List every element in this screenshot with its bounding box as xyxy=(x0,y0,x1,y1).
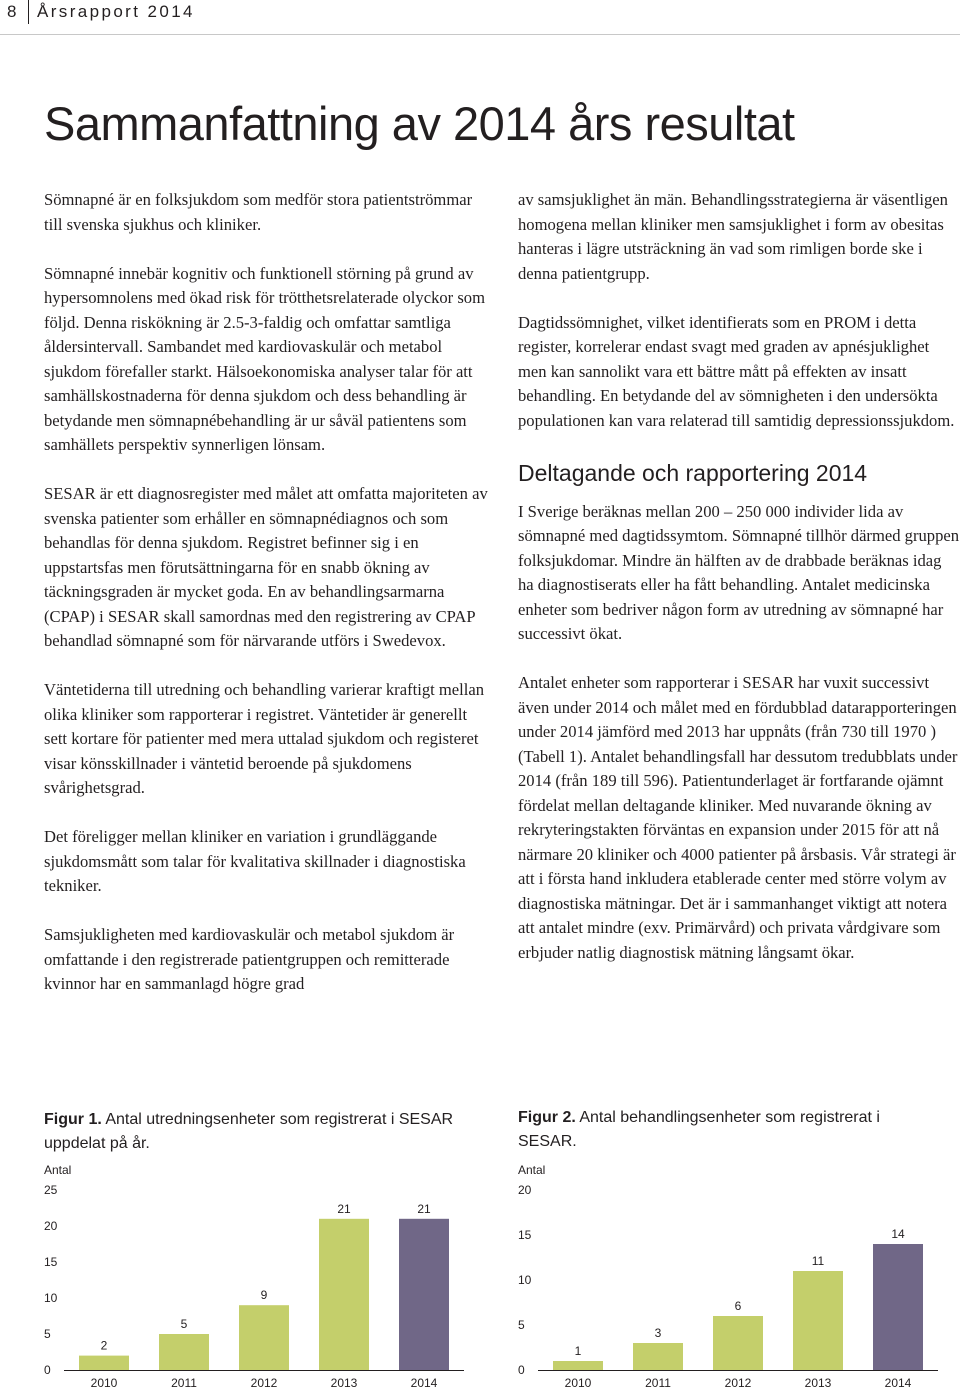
fig1-x-tick-label: 2010 xyxy=(90,1376,118,1390)
fig2-ytick-label: 0 xyxy=(518,1363,525,1377)
fig2-bar xyxy=(633,1343,683,1370)
fig1-ytick-label: 15 xyxy=(44,1255,58,1269)
fig1-x-tick-label: 2012 xyxy=(250,1376,278,1390)
fig2-bar xyxy=(553,1361,603,1370)
header-separator xyxy=(28,0,29,24)
fig1-data-label: 5 xyxy=(180,1317,188,1331)
fig2-x-tick-label: 2012 xyxy=(724,1376,752,1390)
fig1-bar xyxy=(159,1334,209,1370)
fig1-ylabel: Antal xyxy=(44,1163,72,1177)
fig1-x-tick-label: 2014 xyxy=(410,1376,438,1390)
fig1-data-label: 9 xyxy=(260,1288,268,1303)
fig2-bar xyxy=(793,1271,843,1370)
running-header xyxy=(0,0,960,32)
figure-2-caption xyxy=(518,1106,938,1154)
paragraph: av samsjuklighet än män. Behandlingsstrategierna är väsentligen homogena mellan kliniker men samsjuklighet i form av obesitas hanteras i lägre utsträckning än vad som rimligen borde ske i denna patientgrupp. xyxy=(518,190,948,283)
figure-2-caption-text: Antal behandlingsenheter som registrerat i SESAR. xyxy=(518,1109,880,1150)
fig2-x-tick-label: 2013 xyxy=(804,1376,832,1390)
running-title: Årsrapport 2014 xyxy=(37,2,195,21)
left-column xyxy=(44,188,488,1021)
paragraph: I Sverige beräknas mellan 200 – 250 000 individer lida av sömnapné med dagtidssymtom. Sömnapné tillhör därmed gruppen folksjukdomar. Mindre än hälften av de drabbade beräknas idag ha diagnostiserats eller ha fått behandling. Antalet medicinska enheter som bedriver någon form av utredning av sömnapné har successivt ökat. xyxy=(518,501,960,643)
fig2-ytick-label: 10 xyxy=(518,1273,532,1287)
fig1-ytick-label: 0 xyxy=(44,1363,51,1377)
fig1-data-label: 2 xyxy=(100,1338,108,1353)
fig2-ylabel: Antal xyxy=(518,1163,546,1177)
fig2-data-label: 11 xyxy=(811,1254,825,1268)
figure-1-caption xyxy=(44,1108,464,1156)
fig1-x-tick-label: 2013 xyxy=(330,1376,358,1390)
page-title: Sammanfattning av 2014 års resultat xyxy=(44,97,795,150)
paragraph: SESAR är ett diagnosregister med målet att omfatta majoriteten av svenska patienter som erhåller en sömnapnédiagnos och som behandlas för denna sjukdom. Registret befinner sig i en uppstartsfas men förutsättningarna för en snabb ökning av täckningsgraden är mycket goda. En av behandlingsarmarna (CPAP) i SESAR skall samordnas med den registrering av CPAP behandlad sömnapné som för närvarande utförs i Swedevox. xyxy=(44,484,488,650)
paragraph: Det föreligger mellan kliniker en variation i grundläggande sjukdomsmått som talar för kvalitativa skillnader i diagnostiska tekniker. xyxy=(44,827,466,895)
fig1-data-label: 21 xyxy=(417,1201,431,1216)
right-column xyxy=(518,188,960,990)
fig1-ytick-label: 10 xyxy=(44,1291,58,1305)
figure-1-caption-text: Antal utredningsenheter som registrerat i SESAR uppdelat på år. xyxy=(44,1111,454,1152)
fig2-data-label: 6 xyxy=(734,1299,742,1313)
fig2-data-label: 14 xyxy=(891,1227,905,1241)
paragraph: Antalet enheter som rapporterar i SESAR har vuxit successivt även under 2014 och målet med en fördubblad datarapporteringen under 2014 jämförd med 2013 har uppnåts (från 730 till 1970 ) (Tabell 1). Antalet behandlingsfall har dessutom tredubblats under 2014 (från 189 till 596). Patientunderlaget är fortfarande ojämnt fördelat mellan deltagande kliniker. Med nuvarande ökning av rekryteringstakten förväntas en expansion under 2015 för att nå närmare 20 kliniker och 4000 patienter på årsbasis. Vår strategi är att i första hand inkludera etablerade center med större volym av diagnostiska mätningar. Det är i sammanhanget viktigt att notera att antalet mindre (exv. Primärvård) och privata vårdgivare som erbjuder natlig diagnostisk mätning långsamt ökar. xyxy=(518,673,958,962)
fig2-ytick-label: 15 xyxy=(518,1228,532,1242)
figure-2-bar-chart xyxy=(508,1158,944,1390)
fig2-x-tick-label: 2010 xyxy=(564,1376,592,1390)
figure-1-label: Figur 1. xyxy=(44,1111,102,1128)
fig1-ytick-label: 20 xyxy=(44,1219,58,1233)
fig1-ytick-label: 5 xyxy=(44,1327,51,1341)
figure-1-bar-chart xyxy=(34,1158,470,1390)
fig2-ytick-label: 5 xyxy=(518,1318,525,1332)
fig1-bar xyxy=(319,1219,369,1370)
fig1-data-label: 21 xyxy=(337,1201,351,1216)
fig2-bar xyxy=(713,1316,763,1370)
paragraph: Väntetiderna till utredning och behandling varierar kraftigt mellan olika kliniker som rapporterar i registret. Väntetider är generellt sett kortare för patienter med mera uttalad sjukdom och registeret visar könsskillnader i väntetid beroende på sjukdomens svårighetsgrad. xyxy=(44,680,485,797)
section-heading: Deltagande och rapportering 2014 xyxy=(518,459,868,486)
fig2-bar xyxy=(873,1244,923,1370)
fig1-bar xyxy=(399,1219,449,1370)
paragraph: Dagtidssömnighet, vilket identifierats som en PROM i detta register, korrelerar endast svagt med graden av apnésjuklighet men kan sannolikt vara ett bättre mått på effekten av insatt behandling. En betydande del av sömnigheten i den undersökta populationen kan vara relaterad till samtidig depressionssjukdom. xyxy=(518,312,955,430)
fig2-data-label: 1 xyxy=(574,1344,582,1358)
fig1-ytick-label: 25 xyxy=(44,1183,58,1197)
fig2-x-tick-label: 2014 xyxy=(884,1376,912,1390)
fig1-bar xyxy=(239,1305,289,1370)
paragraph: Sömnapné är en folksjukdom som medför stora patientströmmar till svenska sjukhus och kliniker. xyxy=(44,190,473,234)
fig1-bar xyxy=(79,1356,129,1370)
fig2-x-tick-label: 2011 xyxy=(645,1376,671,1390)
paragraph: Sömnapné innebär kognitiv och funktionell störning på grund av hypersomnolens med ökad risk för trötthetsrelaterade olyckor som följd. Denna riskökning är 2.5-3-faldig och omfattar samtliga åldersintervall. Sambandet med kardiovaskulär och metabol sjukdom förefaller starkt. Hälsoekonomiska analyser talar för att samhällskostnaderna för denna sjukdom och dess behandling är betydande men sömnapnébehandling är ur såväl patientens som samhällets perspektiv synnerligen lönsam. xyxy=(44,263,485,454)
header-rule xyxy=(0,34,960,35)
fig1-x-tick-label: 2011 xyxy=(171,1376,197,1390)
fig2-data-label: 3 xyxy=(654,1326,662,1340)
page-number: 8 xyxy=(7,2,18,21)
figure-2-label: Figur 2. xyxy=(518,1109,576,1126)
paragraph: Samsjukligheten med kardiovaskulär och metabol sjukdom är omfattande i den registrerade patientgruppen och remitterade kvinnor har en sammanlagd högre grad xyxy=(44,925,455,993)
fig2-ytick-label: 20 xyxy=(518,1183,532,1197)
